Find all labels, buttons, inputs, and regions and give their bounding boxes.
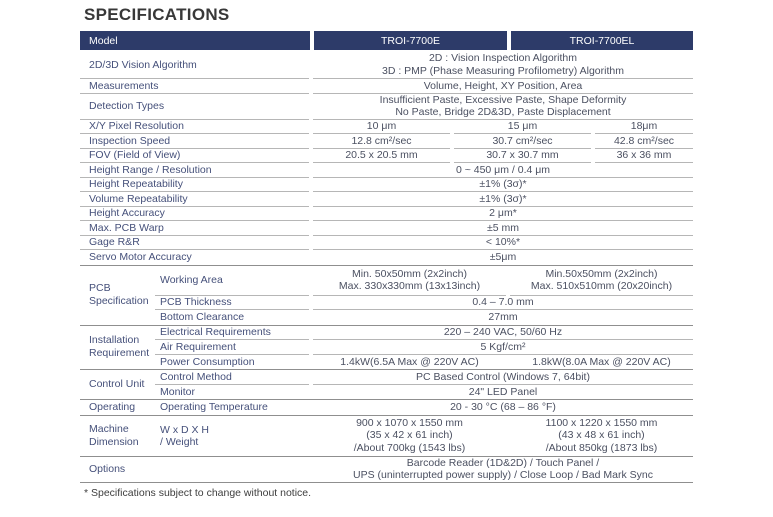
spec-row <box>80 250 693 265</box>
value-cell: 18μm <box>595 120 693 135</box>
row-label: Bottom Clearance <box>160 311 245 324</box>
spec-row <box>80 149 693 164</box>
row-label: FOV (Field of View) <box>80 149 309 164</box>
spec-row <box>155 355 693 370</box>
row-label: Height Range / Resolution <box>80 163 309 178</box>
row-label: Options <box>89 463 126 475</box>
value-cell: 15 μm <box>454 120 591 135</box>
row-label: Power Consumption <box>160 355 255 368</box>
row-label: X/Y Pixel Resolution <box>80 120 309 135</box>
value-line: Max. 330x330mm (13x13inch) <box>338 280 481 292</box>
row-label: Servo Motor Accuracy <box>89 251 192 264</box>
spec-row <box>155 340 693 355</box>
value-line: /About 700kg (1543 lbs) <box>353 441 466 454</box>
section-machine-dimension <box>80 415 693 456</box>
section-body <box>155 266 693 325</box>
value-cell: < 10%* <box>313 236 693 251</box>
spec-row <box>80 221 693 236</box>
table-header <box>80 31 693 50</box>
value-line: (35 x 42 x 61 inch) <box>366 429 453 442</box>
section-body <box>80 457 693 482</box>
value-cell: 42.8 cm²/sec <box>595 134 693 149</box>
value-cell <box>313 416 506 456</box>
value-cell: PC Based Control (Windows 7, 64bit) <box>313 370 693 385</box>
row-label: Inspection Speed <box>80 134 309 149</box>
value-line: Barcode Reader (1D&2D) / Touch Panel / <box>406 456 600 469</box>
group-label-line: Machine <box>89 422 129 435</box>
section-body <box>155 416 693 456</box>
column-header-troi-7700e: TROI-7700E <box>314 31 507 50</box>
value-cell <box>313 457 693 482</box>
value-cell: ±5μm <box>489 251 517 263</box>
value-cell: 2 μm* <box>313 207 693 222</box>
value-cell: 12.8 cm²/sec <box>313 134 450 149</box>
row-label: Measurements <box>80 79 309 94</box>
row-label: Monitor <box>160 385 196 398</box>
footnote: * Specifications subject to change without notice. <box>84 487 312 499</box>
value-line: 900 x 1070 x 1550 mm <box>356 416 463 429</box>
section-options <box>80 456 693 483</box>
spec-row <box>80 134 693 149</box>
section-operating <box>80 399 693 415</box>
spec-row <box>155 400 693 415</box>
spec-row <box>80 79 693 94</box>
value-cell: ±1% (3σ)* <box>313 178 693 193</box>
row-label: Detection Types <box>80 94 309 120</box>
group-label <box>80 400 152 415</box>
section-general <box>80 51 693 265</box>
value-cell: 20 - 30 °C (68 – 86 °F) <box>450 401 556 413</box>
value-line: Max. 510x510mm (20x20inch) <box>530 280 673 292</box>
value-cell: 27mm <box>488 311 518 323</box>
value-cell: 10 μm <box>313 120 450 135</box>
spec-row <box>155 385 693 400</box>
spec-row <box>80 207 693 222</box>
group-label-line: Control Unit <box>89 378 145 390</box>
group-label <box>80 266 152 325</box>
row-label: Control Method <box>155 370 309 385</box>
group-label-line: PCB <box>89 282 111 294</box>
section-body <box>80 51 693 265</box>
row-label: 2D/3D Vision Algorithm <box>80 51 309 79</box>
value-line: 3D : PMP (Phase Measuring Profilometry) Algorithm <box>382 64 624 77</box>
row-label: PCB Thickness <box>155 296 309 311</box>
row-label-line: / Weight <box>160 435 199 448</box>
row-label: Operating Temperature <box>160 401 268 414</box>
row-label <box>155 416 309 456</box>
group-label <box>80 416 152 456</box>
value-line: 2D : Vision Inspection Algorithm <box>428 52 578 64</box>
value-line: (43 x 48 x 61 inch) <box>558 429 645 442</box>
row-label: Volume Repeatability <box>80 192 309 207</box>
page-title: SPECIFICATIONS <box>84 5 230 24</box>
value-line: Insufficient Paste, Excessive Paste, Shape Deformity <box>379 93 627 106</box>
group-label-line: Operating <box>89 400 136 413</box>
value-cell <box>510 416 693 456</box>
value-cell: 30.7 x 30.7 mm <box>454 149 591 164</box>
row-label: Gage R&R <box>80 236 309 251</box>
section-installation-requirement <box>80 325 693 370</box>
value-cell <box>313 266 506 296</box>
spec-row <box>80 457 693 482</box>
spec-row <box>80 236 693 251</box>
value-cell: 5 Kgf/cm² <box>313 340 693 355</box>
value-cell: 24" LED Panel <box>468 385 538 398</box>
value-cell <box>510 266 693 296</box>
spec-row <box>155 310 693 325</box>
value-line: Min. 50x50mm (2x2inch) <box>352 267 467 280</box>
row-label: Working Area <box>155 266 309 296</box>
value-cell: 220 – 240 VAC, 50/60 Hz <box>313 326 693 341</box>
value-cell: ±1% (3σ)* <box>313 192 693 207</box>
spec-row <box>155 296 693 311</box>
group-label-line: Requirement <box>89 347 150 360</box>
section-body <box>155 370 693 399</box>
spec-row <box>155 370 693 385</box>
spec-row <box>155 266 693 296</box>
section-control-unit <box>80 369 693 399</box>
value-cell <box>313 94 693 120</box>
spec-row <box>80 163 693 178</box>
spec-row <box>80 178 693 193</box>
row-label-line: W x D X H <box>160 423 209 436</box>
spec-row <box>80 120 693 135</box>
group-label-line: Specification <box>89 295 149 307</box>
spec-row <box>155 326 693 341</box>
group-label-line: Dimension <box>89 435 139 448</box>
value-line: No Paste, Bridge 2D&3D, Paste Displacement <box>395 106 611 118</box>
section-body <box>155 326 693 370</box>
spec-row <box>80 192 693 207</box>
column-header-troi-7700el: TROI-7700EL <box>511 31 693 50</box>
value-cell: 0.4 – 7.0 mm <box>313 296 693 311</box>
value-cell: 1.4kW(6.5A Max @ 220V AC) <box>340 355 479 368</box>
spec-row <box>80 94 693 120</box>
row-label: Max. PCB Warp <box>80 221 309 236</box>
row-label: Height Accuracy <box>80 207 309 222</box>
section-body <box>155 400 693 415</box>
row-label: Air Requirement <box>155 340 309 355</box>
value-cell: ±5 mm <box>313 221 693 236</box>
value-line: 1100 x 1220 x 1550 mm <box>545 416 658 429</box>
group-label-line: Installation <box>89 334 140 347</box>
value-cell <box>313 51 693 79</box>
group-label <box>80 326 152 370</box>
value-cell: Volume, Height, XY Position, Area <box>313 79 693 94</box>
model-header-cell: Model <box>80 31 310 50</box>
spec-row <box>80 51 693 79</box>
group-label <box>80 370 152 399</box>
value-cell: 20.5 x 20.5 mm <box>313 149 450 164</box>
spec-row <box>155 416 693 456</box>
value-cell: 0 ~ 450 μm / 0.4 μm <box>313 163 693 178</box>
spec-table <box>80 31 693 483</box>
value-cell: 1.8kW(8.0A Max @ 220V AC) <box>532 355 671 368</box>
value-cell: 36 x 36 mm <box>595 149 693 164</box>
row-label: Electrical Requirements <box>155 326 309 341</box>
value-line: /About 850kg (1873 lbs) <box>545 441 658 454</box>
value-cell: 30.7 cm²/sec <box>454 134 591 149</box>
value-line: Min.50x50mm (2x2inch) <box>545 267 658 280</box>
row-label: Height Repeatability <box>80 178 309 193</box>
value-line: UPS (uninterrupted power supply) / Close Loop / Bad Mark Sync <box>353 469 653 481</box>
section-pcb-specification <box>80 265 693 325</box>
